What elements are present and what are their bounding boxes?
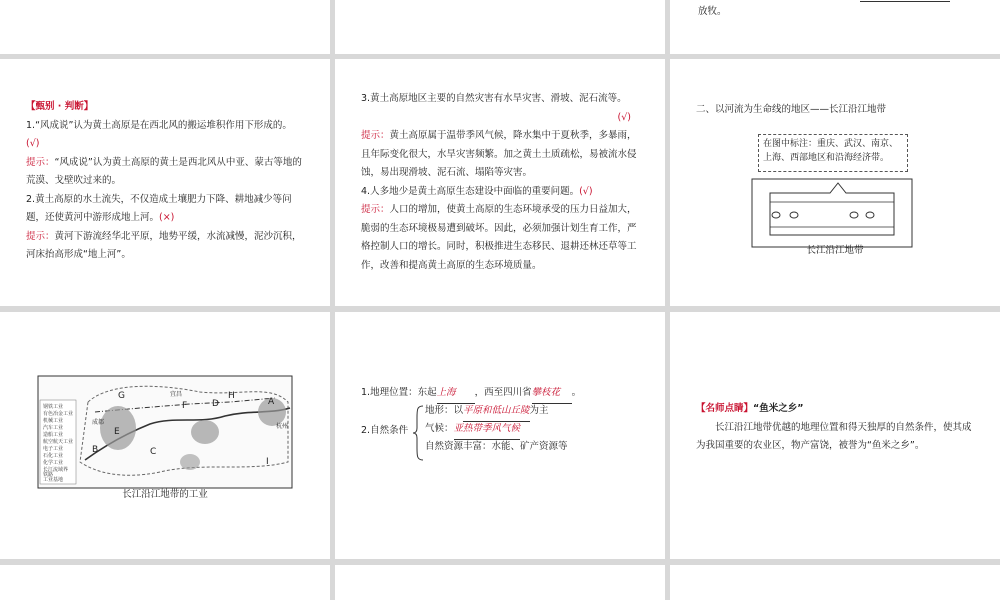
terrain-line: 地形：以平原和低山丘陵为主	[425, 402, 549, 422]
map-city-yichang: 宜昌	[170, 391, 183, 398]
question-3: 3.黄土高原地区主要的自然灾害有水旱灾害、滑坡、泥石流等。	[361, 93, 627, 104]
map-letter-i: I	[266, 457, 269, 467]
map-city-chengdu: 成都	[92, 419, 105, 426]
city-marker-4	[866, 212, 874, 218]
callout-text: 在图中标注：重庆、武汉、南京、上海、西部地区和沿海经济带。	[763, 139, 899, 163]
hint-2: 提示：黄河下游流经华北平原，地势平缓，水流减慢，泥沙沉积，河床抬高形成“地上河”。	[26, 230, 302, 260]
legend-item: 长江流域界	[43, 467, 69, 473]
tip-heading: 【名师点睛】	[696, 403, 754, 414]
map-letter-c: C	[150, 447, 157, 457]
question-3-mark: (√)	[617, 111, 631, 123]
tip-heading-line	[696, 400, 974, 419]
climate-line: 气候：亚热带季风气候	[425, 420, 520, 440]
judge-heading: 【甄别 · 判断】	[26, 101, 94, 112]
card-judge	[0, 59, 330, 306]
legend-item: 石化工业	[43, 453, 64, 459]
legend-item: 汽车工业	[43, 425, 64, 431]
card-bottom-left	[0, 565, 330, 600]
industry-map	[0, 312, 330, 559]
legend-item: 化学工业	[43, 460, 64, 466]
map-letter-a: A	[268, 397, 275, 407]
top-right-text: 放牧。	[698, 6, 727, 17]
tip-title: “鱼米之乡”	[753, 403, 804, 414]
region-outer-frame	[752, 179, 912, 247]
card-bottom-middle	[335, 565, 665, 600]
card-disaster	[335, 59, 665, 306]
question-2: 2.黄土高原的水土流失，不仅造成土壤肥力下降、耕地减少等问题，还使黄河中游形成地上河。(×)	[26, 193, 292, 223]
legend-item: 机械工业	[43, 418, 64, 424]
hint-3: 提示：黄土高原属于温带季风气候，降水集中于夏秋季，多暴雨，且年际变化很大，水旱灾害频繁。加之黄土土质疏松，易被流水侵蚀，易出现滑坡、泥石流、塌陷等灾害。	[361, 130, 637, 178]
map-caption: 长江沿江地带的工业	[122, 489, 208, 500]
legend-item: 航空航天工业	[43, 439, 74, 445]
city-marker-3	[850, 212, 858, 218]
yangtze-caption: 长江沿江地带	[806, 245, 864, 256]
answer-shanghai: 上海	[437, 384, 475, 404]
geo-location-line: 1.地理位置：东起上海 ，西至四川省攀枝花 。	[361, 384, 581, 404]
city-marker-1	[772, 212, 780, 218]
yangtze-title: 二、以河流为生命线的地区——长江沿江地带	[696, 104, 887, 115]
map-letter-e: E	[114, 427, 120, 437]
legend-item: 铁路	[43, 472, 54, 478]
hint-1: 提示：“风成说”认为黄土高原的黄土是西北风从中亚、蒙古等地的荒漠、戈壁吹过来的。	[26, 156, 302, 186]
industrial-base-south	[180, 454, 200, 470]
map-letter-f: F	[182, 401, 188, 411]
card-industry-map	[0, 312, 330, 559]
answer-panzhihua: 攀枝花	[532, 384, 572, 404]
map-letter-d: D	[212, 399, 219, 409]
card-geo	[335, 312, 665, 559]
legend-item: 电子工业	[43, 446, 64, 452]
card-bottom-right	[670, 565, 1000, 600]
tip-body: 长江沿江地带优越的地理位置和得天独厚的自然条件，使其成为我国重要的农业区，物产富饶，被誉为“鱼米之乡”。	[696, 421, 972, 451]
resource-line: 自然资源丰富：水能、矿产资源等	[425, 441, 568, 452]
city-marker-2	[790, 212, 798, 218]
card-top-left	[0, 0, 330, 54]
card-top-middle	[335, 0, 665, 54]
map-letter-b: B	[92, 445, 99, 455]
map-city-hangzhou: 杭州	[276, 423, 289, 430]
legend-item: 有色冶金工业	[43, 411, 74, 417]
industrial-base-wuhan	[191, 420, 219, 444]
yangtze-diagram	[670, 159, 1000, 306]
blank-underline	[860, 0, 950, 2]
answer-climate: 亚热带季风气候	[454, 420, 521, 440]
card-top-right	[670, 0, 1000, 54]
natural-conditions-label: 2.自然条件	[361, 425, 409, 436]
answer-terrain: 平原和低山丘陵	[463, 402, 530, 422]
brace	[413, 404, 425, 462]
legend-item: 工业基地	[43, 477, 64, 483]
question-4: 4.人多地少是黄土高原生态建设中面临的重要问题。(√)	[361, 185, 593, 197]
legend-item: 造船工业	[43, 432, 64, 438]
card-yangtze	[670, 59, 1000, 306]
map-letter-g: G	[118, 391, 125, 401]
legend-item: 钢铁工业	[43, 404, 64, 410]
card-tip	[670, 312, 1000, 559]
hint-4: 提示：人口的增加，使黄土高原的生态环境承受的压力日益加大，脆弱的生态环境极易遭到破坏。因此，必须加强计划生育工作，严格控制人口的增长。同时，积极推进生态移民、退耕还林还草等工作，改善和提高黄土高原的生态环境质量。	[361, 204, 637, 271]
question-1: 1.“风成说”认为黄土高原是在西北风的搬运堆积作用下形成的。(√)	[26, 119, 292, 149]
map-letter-h: H	[228, 391, 235, 401]
